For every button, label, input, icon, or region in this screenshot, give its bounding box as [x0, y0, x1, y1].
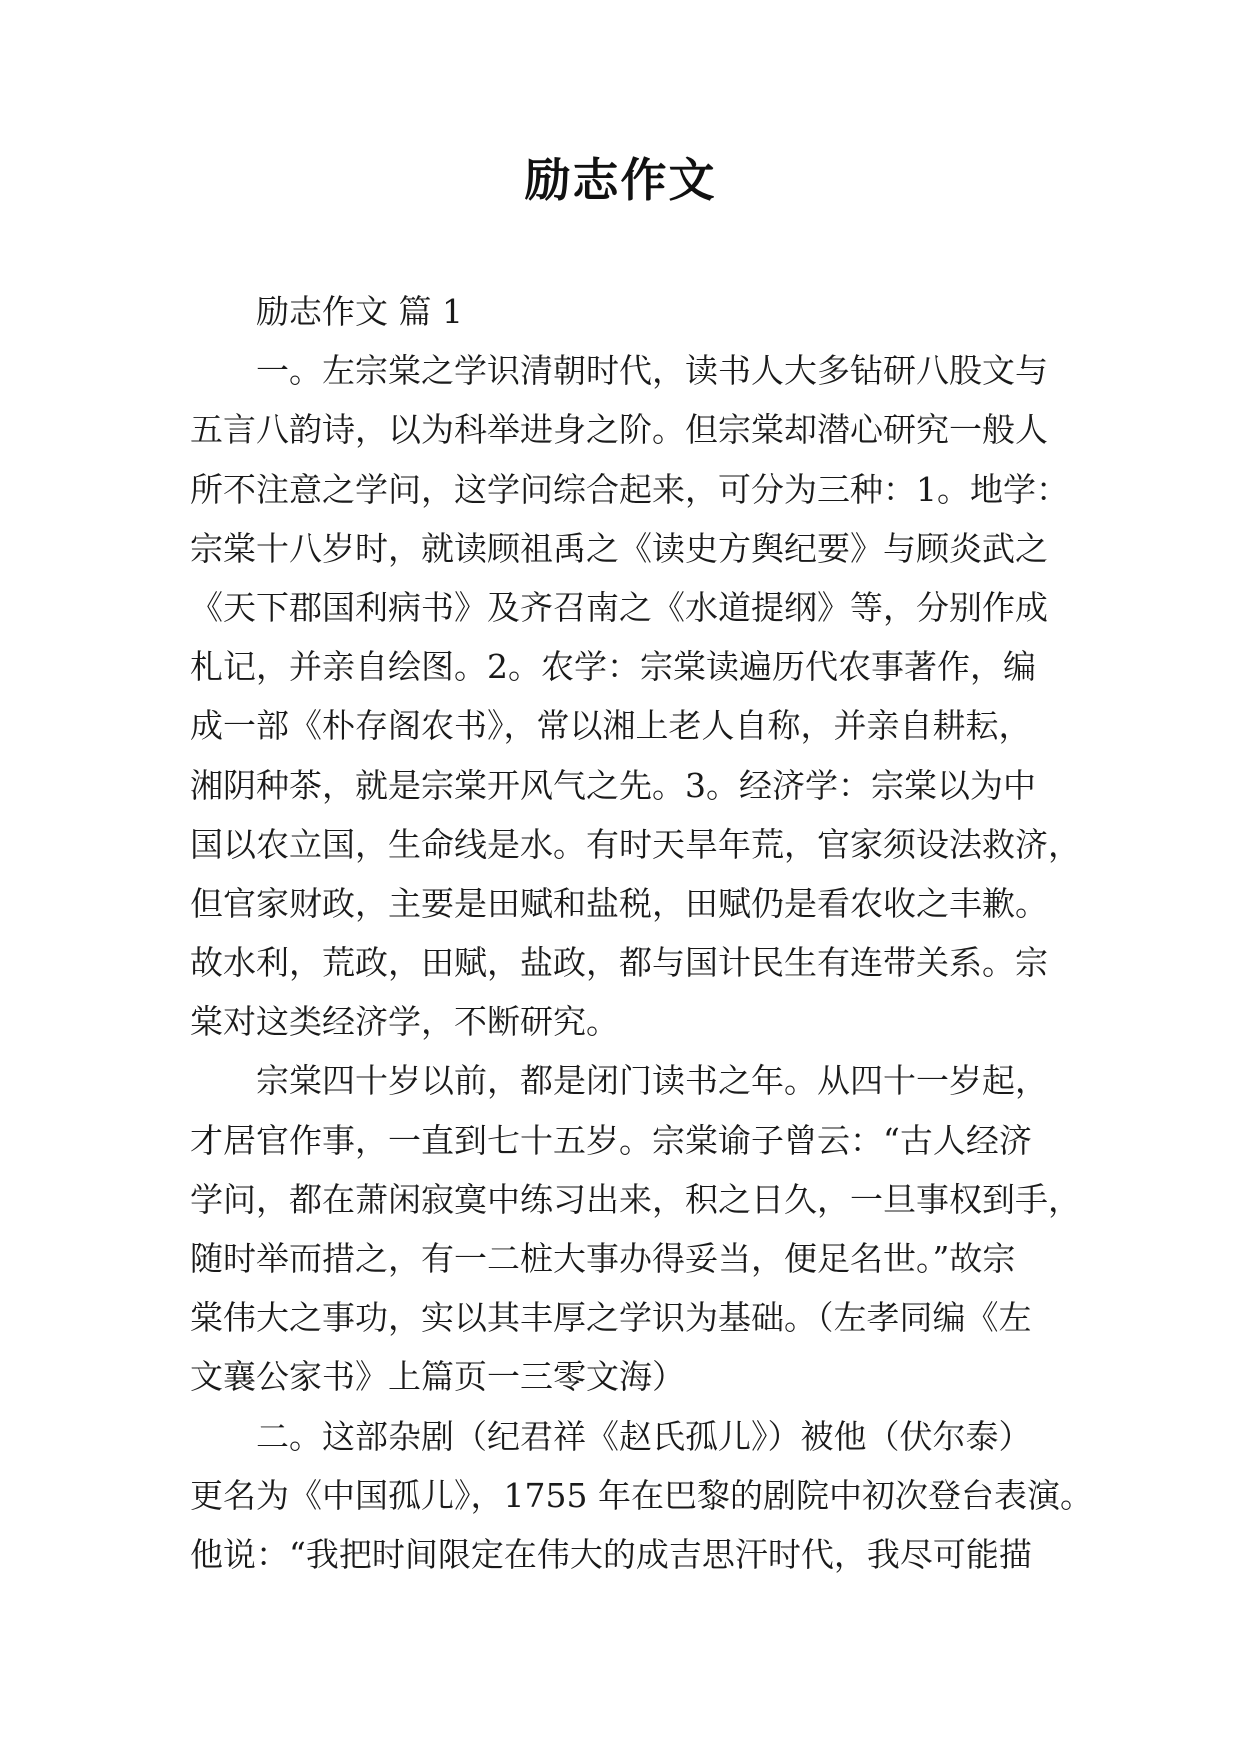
paragraph-line: 更名为《中国孤儿》，1755 年在巴黎的剧院中初次登台表演。 — [190, 1475, 1093, 1515]
document-body — [190, 282, 1093, 1584]
paragraph-line: 二。这部杂剧（纪君祥《赵氏孤儿》）被他（伏尔泰） — [256, 1416, 1032, 1456]
paragraph-line: 文襄公家书》上篇页一三零文海） — [190, 1357, 685, 1397]
paragraph-line: 才居官作事，一直到七十五岁。宗棠谕子曾云：“古人经济 — [190, 1120, 1032, 1160]
paragraph-line: 学问，都在萧闲寂寞中练习出来，积之日久，一旦事权到手， — [190, 1179, 1081, 1219]
paragraph-line: 棠对这类经济学，不断研究。 — [190, 1002, 619, 1042]
paragraph-line: 他说：“我把时间限定在伟大的成吉思汗时代，我尽可能描 — [190, 1534, 1032, 1574]
paragraph-line: 一。左宗棠之学识清朝时代，读书人大多钻研八股文与 — [256, 351, 1048, 391]
paragraph-line: 故水利，荒政，田赋，盐政，都与国计民生有连带关系。宗 — [190, 943, 1048, 983]
paragraph-line: 成一部《朴存阁农书》，常以湘上老人自称，并亲自耕耘， — [190, 706, 1032, 746]
paragraph-line: 棠伟大之事功，实以其丰厚之学识为基础。（左孝同编《左 — [190, 1298, 1032, 1338]
paragraph-line: 但官家财政，主要是田赋和盐税，田赋仍是看农收之丰歉。 — [190, 883, 1048, 923]
paragraph-line: 宗棠四十岁以前，都是闭门读书之年。从四十一岁起， — [256, 1061, 1048, 1101]
document-title: 励志作文 — [524, 153, 717, 207]
paragraph-line: 随时举而措之，有一二桩大事办得妥当，便足名世。”故宗 — [190, 1239, 1016, 1278]
paragraph-line: 札记，并亲自绘图。2。农学：宗棠读遍历代农事著作，编 — [190, 647, 1036, 687]
paragraph-line: 五言八韵诗，以为科举进身之阶。但宗棠却潜心研究一般人 — [190, 410, 1048, 450]
paragraph-line: 宗棠十八岁时，就读顾祖禹之《读史方舆纪要》与顾炎武之 — [190, 528, 1048, 568]
paragraph-line: 国以农立国，生命线是水。有时天旱年荒，官家须设法救济， — [190, 824, 1081, 864]
section-heading: 励志作文 篇 1 — [256, 292, 463, 331]
paragraph-line: 湘阴种茶，就是宗棠开风气之先。3。经济学：宗棠以为中 — [190, 765, 1036, 805]
paragraph-line: 《天下郡国利病书》及齐召南之《水道提纲》等，分别作成 — [190, 587, 1048, 627]
paragraph-line: 所不注意之学问，这学问综合起来，可分为三种：1。地学： — [190, 469, 1069, 509]
